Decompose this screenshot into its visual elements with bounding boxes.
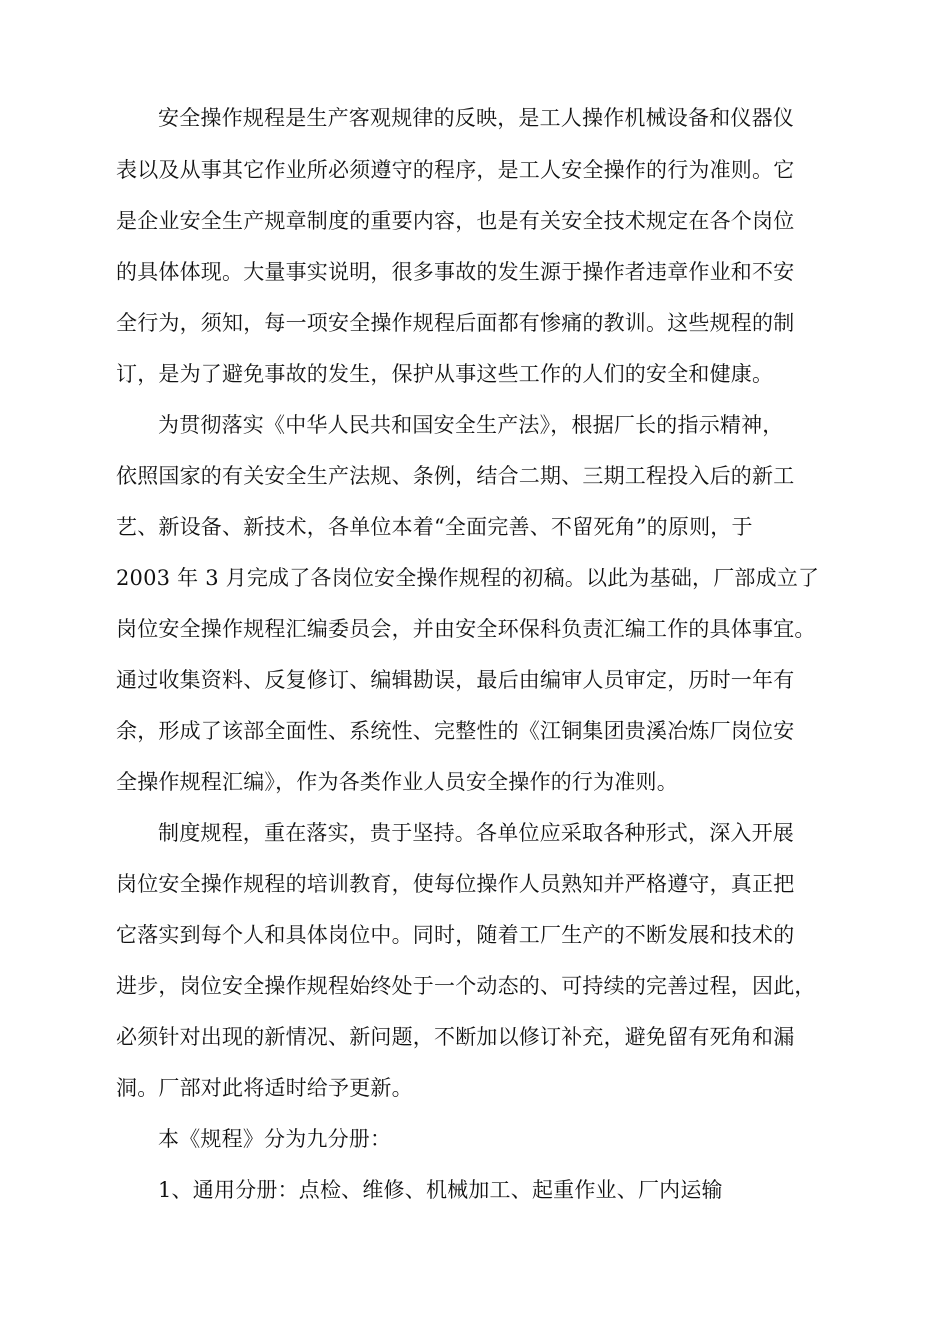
paragraph-2-line: 2003 年 3 月完成了各岗位安全操作规程的初稿。以此为基础，厂部成立了 — [116, 566, 820, 590]
paragraph-2-line: 全操作规程汇编》，作为各类作业人员安全操作的行为准则。 — [116, 770, 678, 794]
paragraph-1-line: 是企业安全生产规章制度的重要内容，也是有关安全技术规定在各个岗位 — [116, 209, 795, 233]
paragraph-3-line: 制度规程，重在落实，贵于坚持。各单位应采取各种形式，深入开展 — [158, 821, 794, 845]
paragraph-3-line: 岗位安全操作规程的培训教育，使每位操作人员熟知并严格遵守，真正把 — [116, 872, 795, 896]
paragraph-1-line: 表以及从事其它作业所必须遵守的程序，是工人安全操作的行为准则。它 — [116, 158, 795, 182]
paragraph-3-line: 必须针对出现的新情况、新问题，不断加以修订补充，避免留有死角和漏 — [116, 1025, 795, 1049]
paragraph-1-line: 订，是为了避免事故的发生，保护从事这些工作的人们的安全和健康。 — [116, 362, 774, 386]
paragraph-5-line: 1、通用分册：点检、维修、机械加工、起重作业、厂内运输 — [158, 1178, 723, 1202]
paragraph-1-line: 的具体体现。大量事实说明，很多事故的发生源于操作者违章作业和不安 — [116, 260, 795, 284]
paragraph-2-line: 余，形成了该部全面性、系统性、完整性的《江铜集团贵溪冶炼厂岗位安 — [116, 719, 795, 743]
paragraph-3-line: 进步，岗位安全操作规程始终处于一个动态的、可持续的完善过程，因此， — [116, 974, 816, 998]
paragraph-2-line: 依照国家的有关安全生产法规、条例，结合二期、三期工程投入后的新工 — [116, 464, 795, 488]
paragraph-1-line: 全行为，须知，每一项安全操作规程后面都有惨痛的教训。这些规程的制 — [116, 311, 795, 335]
paragraph-1-line: 安全操作规程是生产客观规律的反映，是工人操作机械设备和仪器仪 — [158, 106, 794, 130]
paragraph-2-line: 通过收集资料、反复修订、编辑勘误，最后由编审人员审定，历时一年有 — [116, 668, 795, 692]
paragraph-2-line: 岗位安全操作规程汇编委员会，并由安全环保科负责汇编工作的具体事宜。 — [116, 617, 816, 641]
paragraph-3-line: 它落实到每个人和具体岗位中。同时，随着工厂生产的不断发展和技术的 — [116, 923, 795, 947]
paragraph-2-line: 为贯彻落实《中华人民共和国安全生产法》，根据厂长的指示精神， — [158, 413, 784, 437]
paragraph-3-line: 洞。厂部对此将适时给予更新。 — [116, 1076, 413, 1100]
paragraph-2-line: 艺、新设备、新技术，各单位本着“全面完善、不留死角”的原则，于 — [116, 515, 753, 539]
paragraph-4-line: 本《规程》分为九分册： — [158, 1127, 392, 1151]
